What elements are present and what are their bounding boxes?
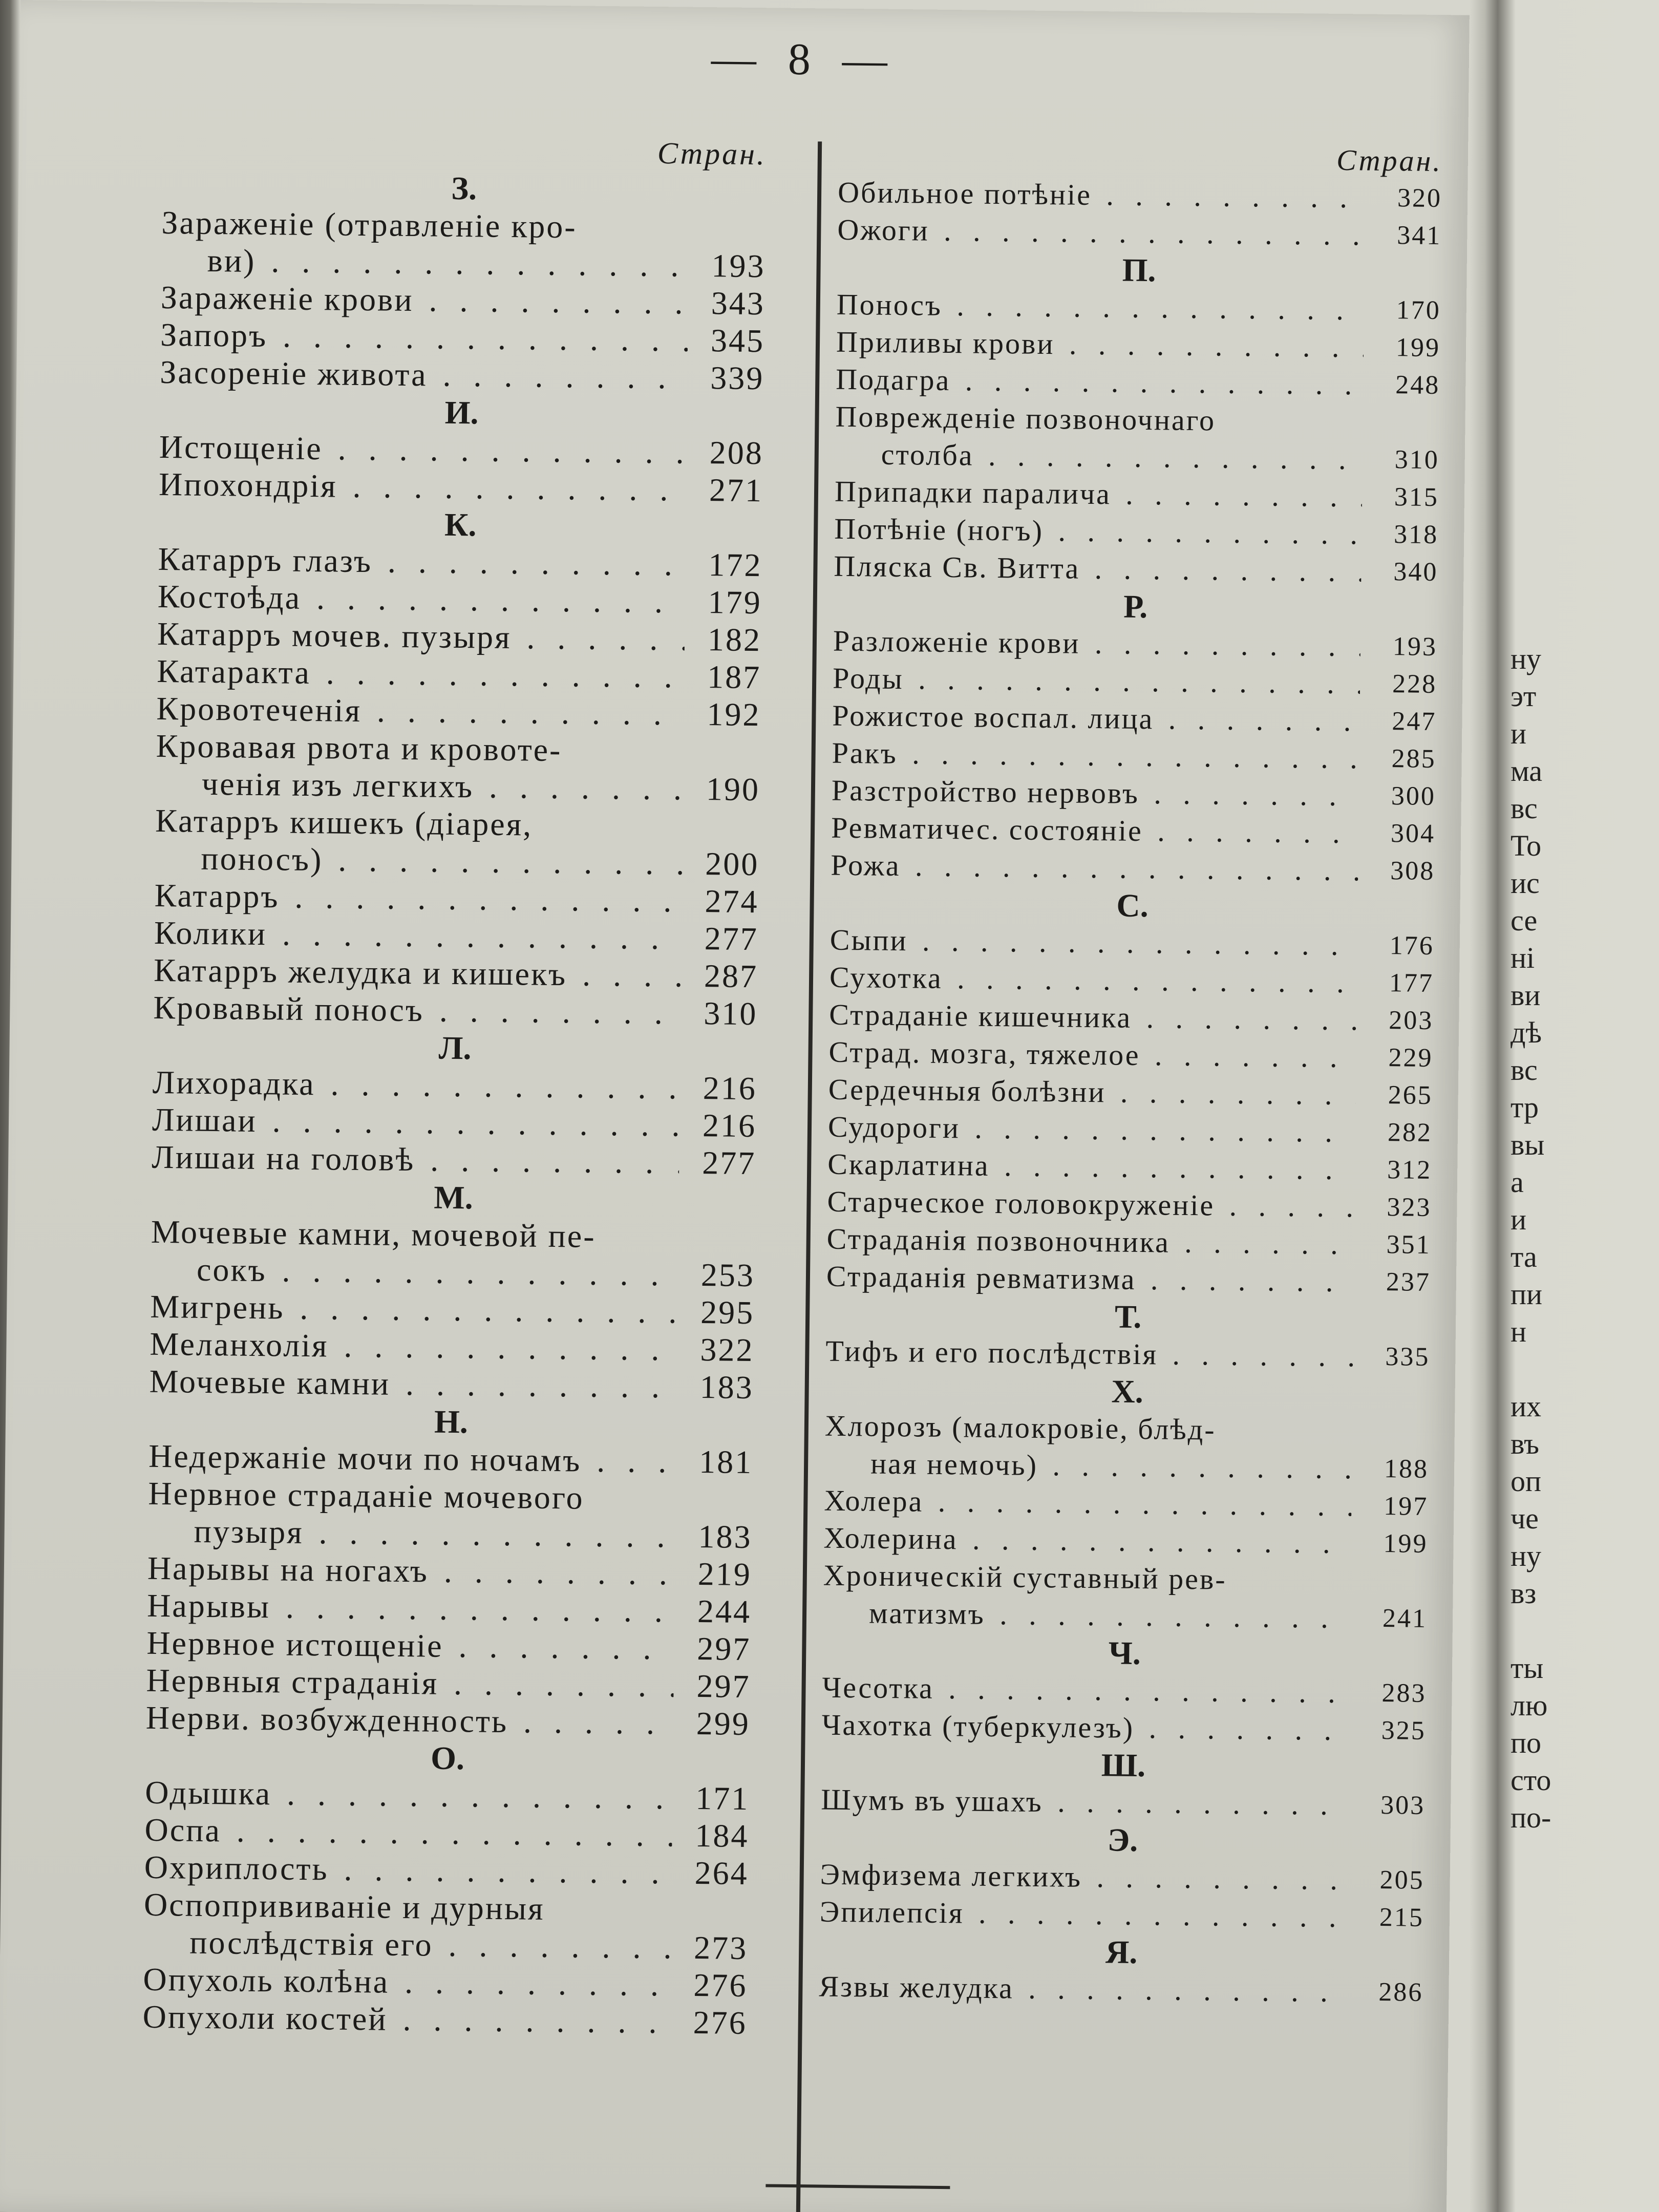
entry-page: 176 [1389,931,1435,961]
entry-page: 192 [707,696,761,733]
entry-page: 339 [710,359,764,397]
index-entry [145,1774,750,1817]
entry-title: Эпилепсія . . . [820,1893,1348,1936]
entry-page: 197 [1384,1492,1429,1521]
entry-page: 253 [700,1257,755,1294]
entry-title: Ракъ . . . [832,734,1359,777]
index-entry [836,323,1441,367]
entry-title: Ипохондрія . . . [159,465,687,508]
index-list [142,166,766,2041]
adjacent-page-fragment: се [1511,904,1538,937]
entry-title: Катарръ желудка и кишекъ . . . [154,951,682,994]
entry-page: 182 [707,621,762,658]
entry-page: 171 [695,1779,750,1817]
index-entry [147,1587,752,1630]
index-entry [147,1549,752,1593]
section-letter: Х. [1111,1373,1144,1410]
index-entry [823,1557,1428,1637]
adjacent-page-fragment: ви [1511,979,1541,1012]
adjacent-page-fragment: та [1511,1240,1537,1273]
section-letter: И. [444,394,479,431]
entry-page: 323 [1387,1193,1432,1222]
entry-title: Обильное потѣніе . . . [838,174,1366,217]
entry-title: Роды . . . [833,660,1360,703]
section-letter: Ч. [1108,1634,1141,1672]
adjacent-page-fragment [1511,1350,1659,1388]
entry-page: 277 [704,920,759,958]
index-entry [820,1893,1424,1937]
entry-page: 335 [1385,1342,1430,1372]
index-entry [821,1781,1426,1824]
entry-page: 241 [1382,1604,1428,1633]
entry-page: 276 [693,2004,748,2041]
entry-page: 310 [1394,445,1440,475]
entry-title: Мигрень . . . [150,1288,678,1331]
entry-title: Опухоль колѣна . . . [143,1961,671,2004]
entry-page: 248 [1395,370,1440,400]
entry-page: 318 [1393,520,1439,550]
entry-page: 312 [1387,1155,1432,1185]
column-divider [796,141,822,2212]
adjacent-page-fragment: вы [1511,1128,1545,1161]
adjacent-page-fragment: по- [1511,1801,1551,1834]
entry-title: Потѣніе (ногъ) . . . [834,510,1362,553]
entry-title-line2: пузыря . . . [194,1513,675,1555]
entry-title-line1: Хлорозъ (малокровіе, блѣд- [824,1409,1217,1447]
entry-page: 304 [1390,819,1436,849]
index-entry [159,428,763,472]
bottom-rule [765,2184,950,2189]
index-entry [826,1220,1431,1264]
entry-page: 282 [1387,1118,1433,1147]
index-column-left [142,130,767,2041]
index-entry [146,1662,751,1705]
entry-page: 345 [710,322,765,359]
index-entry [828,1108,1433,1152]
adjacent-page-fragment: ты [1511,1651,1544,1685]
entry-page: 320 [1397,183,1442,214]
index-entry [161,204,765,285]
index-entry [151,1213,755,1294]
entry-title: Катаракта . . . [157,652,685,695]
entry-title-line2: ченія изъ легкихъ . . . [202,765,684,807]
entry-title: Истощеніе . . . [159,428,687,471]
index-entry [836,360,1440,404]
entry-title-line1: Кровавая рвота и кровоте- [156,727,562,769]
entry-page: 200 [705,845,759,883]
entry-title: Костоѣда . . . [157,578,685,621]
adjacent-page-fragment: лю [1511,1689,1548,1722]
entry-title-line2: сокъ . . . [197,1251,678,1293]
adjacent-page-fragment [1511,1612,1659,1649]
entry-page: 203 [1388,1006,1434,1036]
index-entry [832,772,1436,815]
entry-title: Нервныя страданія . . . [146,1662,674,1705]
entry-title: Нервное истощеніе . . . [146,1624,674,1667]
index-entry [148,1437,753,1481]
adjacent-page-fragment: ис [1511,866,1540,900]
index-entry [821,1706,1426,1750]
section-letter: Я. [1105,1933,1138,1971]
index-entry [831,809,1436,853]
index-entry [826,1258,1431,1301]
adjacent-page-fragment: вз [1511,1577,1537,1610]
entry-title: Охриплость . . . [144,1848,672,1891]
index-entry [150,1288,755,1331]
index-entry [835,473,1439,516]
index-entry [161,279,765,322]
entry-title: Сердечныя болѣзни . . . [828,1071,1356,1114]
entry-title: Сухотка . . . [830,959,1357,1002]
entry-page: 229 [1388,1043,1433,1073]
entry-page: 247 [1392,707,1437,737]
entry-page: 315 [1394,482,1439,513]
entry-title: Страданія ревматизма . . . [826,1258,1354,1301]
index-list [819,174,1442,2011]
entry-page: 184 [695,1817,749,1855]
entry-title: Пляска Св. Витта . . . [834,547,1362,590]
entry-title: Нерви. возбужденность . . . [146,1699,674,1742]
index-entry [146,1699,751,1742]
entry-title-line1: Хроническій суставный рев- [823,1558,1227,1596]
index-entry [160,353,764,397]
entry-page: 177 [1389,968,1434,998]
entry-page: 264 [694,1854,749,1892]
entry-page: 273 [693,1929,748,1967]
index-entry [142,1998,747,2041]
entry-title-line1: Поврежденіе позвоночнаго [835,399,1216,437]
adjacent-page-fragment: эт [1511,679,1537,713]
entry-title: Сыпи . . . [830,921,1357,964]
entry-title: Опухоли костей . . . [142,1998,670,2041]
entry-title: Скарлатина . . . [827,1145,1355,1188]
entry-page: 199 [1383,1529,1428,1559]
entry-page: 295 [700,1294,755,1331]
entry-title: Зараженіе крови . . . [161,279,689,322]
adjacent-page-fragment: То [1511,829,1542,862]
entry-title: Катарръ . . . [154,877,682,920]
entry-title-line2: ная немочь) . . . [870,1445,1352,1487]
entry-title: Рожа . . . [831,846,1358,889]
index-entry [832,697,1437,740]
entry-title: Кровотеченія . . . [156,690,684,733]
entry-title: Засореніе живота . . . [160,353,688,396]
entry-title: Старческое головокруженіе . . . [827,1183,1355,1226]
entry-title: Ожоги . . . [837,211,1365,254]
entry-page: 341 [1397,221,1442,251]
section-letter: П. [1122,251,1156,289]
index-entry [822,1669,1427,1712]
page-column-header: Стран. [657,136,767,172]
entry-page: 340 [1393,557,1438,587]
entry-title: Ревматичес. состояніе . . . [831,809,1359,852]
adjacent-page-fragment: пи [1511,1278,1543,1311]
entry-page: 193 [1392,632,1438,662]
index-entry [825,1332,1430,1376]
adjacent-page-fragment: вс [1511,792,1538,825]
entry-title-line2: матизмъ . . . [869,1594,1351,1637]
entry-page: 351 [1386,1230,1431,1260]
adjacent-page-fragment: н [1511,1315,1527,1348]
entry-page: 237 [1386,1267,1431,1297]
index-entry [836,286,1441,329]
section-letter: Ш. [1101,1747,1146,1784]
entry-title: Чахотка (туберкулезъ) . . . [821,1706,1349,1749]
entry-title: Кровавый поносъ . . . [153,989,681,1032]
index-entry [833,622,1438,666]
index-entry [157,652,761,696]
entry-page: 244 [697,1593,752,1630]
index-entry [820,1856,1424,1899]
index-entry [835,398,1439,479]
index-entry [833,660,1437,703]
index-entry [830,959,1434,1002]
page-number: — 8 — [711,34,898,86]
entry-title: Мочевые камни . . . [149,1363,677,1406]
entry-page: 277 [701,1144,756,1182]
adjacent-page-fragment: дѣ [1511,1016,1542,1049]
entry-page: 190 [706,771,760,808]
entry-page: 216 [703,1070,757,1107]
entry-title: Тифъ и его послѣдствія . . . [825,1332,1353,1375]
entry-page: 183 [699,1369,754,1406]
entry-title-line1: Катарръ кишекъ (діарея, [155,802,533,843]
entry-title: Катарръ мочев. пузыря . . . [157,615,685,658]
entry-page: 308 [1390,856,1435,886]
entry-title: Страданіе кишечника . . . [829,996,1357,1039]
entry-page: 170 [1396,295,1441,326]
entry-page: 183 [698,1518,753,1556]
entry-page: 205 [1379,1865,1424,1895]
index-entry [153,989,758,1032]
section-letter: С. [1116,887,1149,924]
index-entry [147,1475,752,1556]
entry-page: 322 [700,1331,754,1369]
entry-title: Оспа . . . [144,1811,672,1854]
entry-title: Лихорадка . . . [153,1064,680,1107]
index-entry [823,1519,1428,1563]
entry-page: 208 [709,434,764,472]
index-entry [157,615,762,658]
entry-page: 199 [1395,333,1441,363]
entry-title: Шумъ въ ушахъ . . . [821,1781,1349,1824]
index-entry [838,174,1442,217]
entry-page: 188 [1384,1454,1429,1484]
index-entry [824,1407,1429,1488]
index-entry [143,1961,748,2004]
adjacent-page-fragment: и [1511,1203,1527,1236]
index-entry [828,1071,1433,1114]
entry-page: 179 [708,584,762,621]
entry-title: Нарывы . . . [147,1587,675,1630]
entry-title: Катарръ глазъ . . . [158,540,686,583]
entry-title: Чесотка . . . [822,1669,1350,1712]
adjacent-page-fragment: а [1511,1165,1524,1199]
index-column-right [819,137,1442,2011]
index-entry [831,846,1435,890]
entry-title-line2: ви) . . . [207,242,689,284]
entry-page: 276 [693,1966,748,2004]
index-entry [157,578,762,621]
entry-page: 271 [709,472,763,509]
index-entry [154,914,759,958]
index-entry [144,1811,749,1855]
entry-title: Судороги . . . [828,1108,1356,1151]
adjacent-page-fragment: ну [1511,1539,1542,1572]
index-entry [153,1064,757,1107]
index-entry [149,1363,754,1406]
entry-title-line1: Нервное страданіе мочевого [148,1475,584,1516]
index-entry [154,951,758,995]
index-entry [830,921,1434,965]
entry-title: Запоръ . . . [160,316,688,359]
entry-title: Колики . . . [154,914,682,957]
entry-page: 216 [702,1107,757,1144]
entry-title: Припадки паралича . . . [835,473,1363,516]
entry-page: 172 [708,546,762,584]
entry-page: 283 [1381,1678,1427,1708]
entry-page: 303 [1380,1791,1426,1820]
adjacent-page-fragment: че [1511,1502,1539,1535]
index-entry [834,510,1439,554]
entry-page: 265 [1388,1080,1433,1110]
entry-page: 219 [697,1556,752,1593]
index-entry [152,1138,756,1182]
adjacent-page-fragment: ні [1511,941,1535,974]
adjacent-page-fragment: тр [1511,1091,1539,1124]
entry-page: 310 [703,995,758,1032]
entry-title: Страданія позвоночника . . . [826,1220,1354,1263]
entry-page: 286 [1378,1977,1423,2007]
index-entry [144,1848,749,1892]
entry-title-line2: поносъ) . . . [201,840,683,882]
entry-page: 274 [705,883,759,920]
entry-page: 181 [698,1443,753,1481]
entry-title: Разстройство нервовъ . . . [832,772,1359,815]
entry-title: Эмфизема легкихъ . . . [820,1856,1348,1899]
section-letter: З. [451,169,477,207]
page-column-header: Стран. [1336,143,1443,178]
entry-title: Холерина . . . [823,1519,1351,1562]
adjacent-page-fragment: их [1511,1390,1542,1423]
adjacent-page-fragment: вс [1511,1053,1538,1087]
entry-title-line1: Мочевые камни, мочевой пе- [151,1213,596,1254]
entry-title: Подагра . . . [836,360,1364,403]
index-entry [150,1325,754,1369]
index-entry [159,465,763,509]
entry-title: Рожистое воспал. лица . . . [832,697,1360,740]
entry-title: Меланхолія . . . [150,1325,677,1368]
entry-page: 343 [711,285,765,322]
section-letter: Т. [1114,1298,1142,1335]
index-entry [152,1101,757,1144]
adjacent-page-fragment: ну [1511,642,1542,675]
index-entry [154,877,759,920]
entry-page: 297 [696,1630,751,1668]
entry-page: 297 [696,1668,751,1705]
entry-title: Нарывы на ногахъ . . . [147,1549,675,1592]
index-entry [827,1145,1432,1189]
section-letter: Н. [434,1403,469,1440]
index-entry [827,1183,1432,1226]
section-letter: Э. [1107,1821,1138,1859]
entry-title: Лишаи на головѣ . . . [152,1138,679,1181]
index-entry [832,734,1436,778]
entry-title: Разложеніе крови . . . [833,622,1361,665]
entry-title-line1: Оспопрививаніе и дурныя [143,1886,545,1927]
index-entry [829,996,1434,1039]
adjacent-page-fragment: и [1511,717,1527,750]
index-entry [146,1624,751,1668]
section-letter: Л. [438,1029,472,1067]
entry-title-line2: послѣдствія его . . . [189,1924,671,1966]
entry-title: Страд. мозга, тяжелое . . . [828,1033,1356,1076]
index-entry [819,1968,1423,2011]
entry-title-line2: столба . . . [881,436,1363,478]
entry-page: 287 [704,958,758,995]
entry-page: 300 [1391,781,1436,812]
entry-title: Приливы крови . . . [836,323,1364,366]
index-entry [824,1482,1429,1525]
index-entry [156,727,760,808]
index-entry [143,1886,748,1967]
entry-title: Недержаніе мочи по ночамъ . . . [148,1437,676,1480]
index-entry [160,316,765,359]
index-entry [155,802,759,883]
adjacent-page-fragment: по [1511,1726,1542,1759]
entry-page: 215 [1379,1902,1424,1932]
entry-title: Лишаи . . . [152,1101,680,1144]
entry-page: 193 [711,247,766,285]
index-entry [156,690,761,733]
section-letter: М. [433,1179,474,1216]
entry-page: 325 [1381,1716,1427,1746]
entry-title: Одышка . . . [145,1774,673,1817]
entry-page: 228 [1392,669,1437,699]
adjacent-page-fragment: въ [1511,1427,1539,1460]
entry-page: 299 [696,1705,751,1742]
adjacent-page-fragment: сто [1511,1763,1551,1797]
entry-title: Поносъ . . . [836,286,1364,329]
entry-title: Холера . . . [824,1482,1352,1525]
index-entry [158,540,762,584]
section-letter: Р. [1123,588,1148,625]
adjacent-page-fragment: оп [1511,1464,1542,1498]
adjacent-page-fragment: ма [1511,754,1543,788]
section-letter: О. [430,1739,465,1777]
index-entry [834,547,1438,591]
index-entry [837,211,1442,254]
entry-title: Язвы желудка . . . [819,1968,1347,2011]
entry-page: 285 [1391,744,1436,774]
entry-page: 187 [707,658,761,696]
entry-title-line1: Зараженіе (отравленіе кро- [161,204,578,245]
index-entry [828,1033,1433,1077]
adjacent-page-edge [1511,640,1659,1836]
section-letter: К. [444,506,477,543]
